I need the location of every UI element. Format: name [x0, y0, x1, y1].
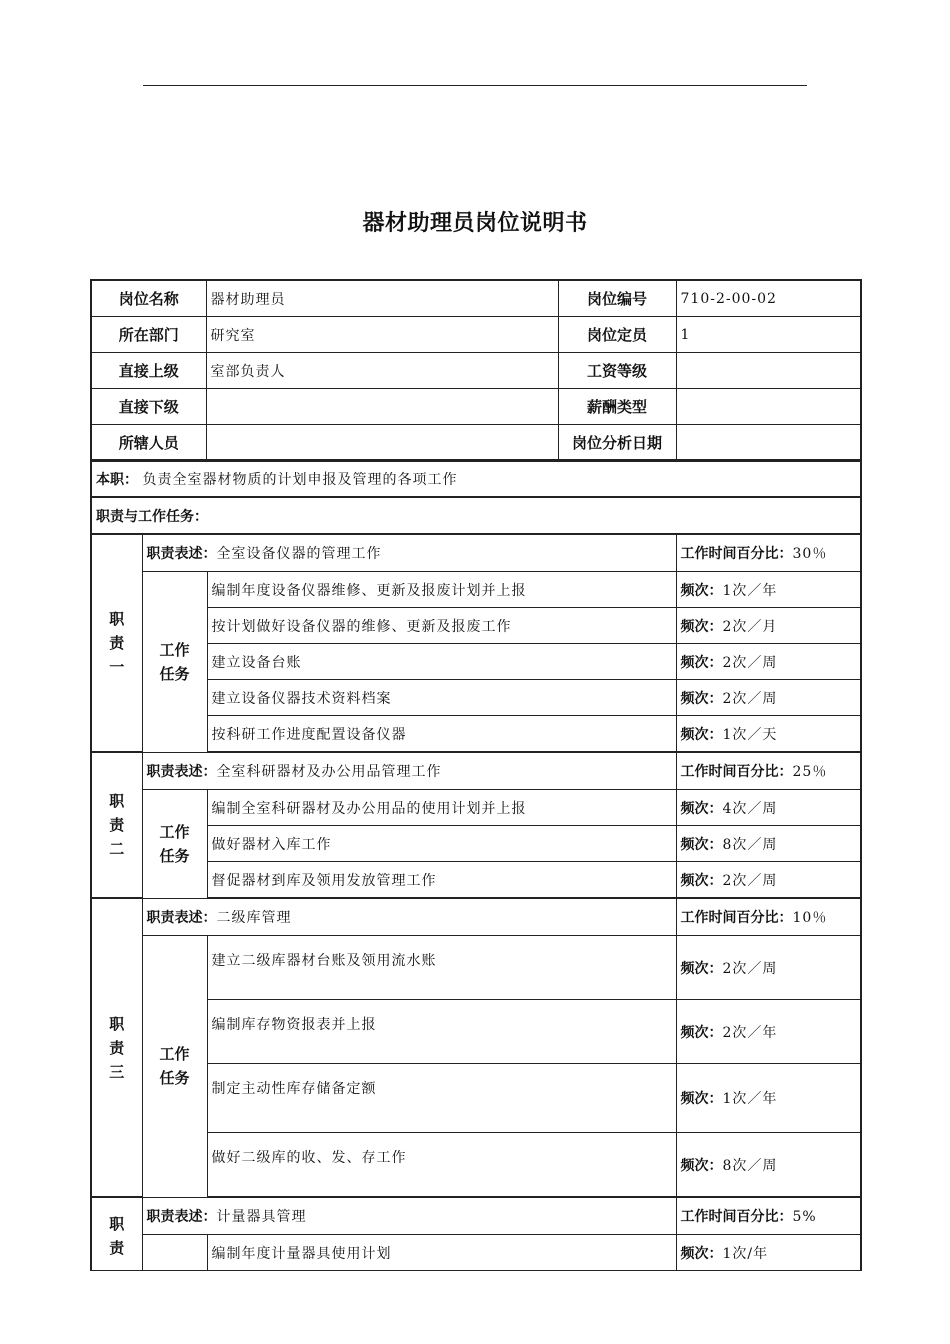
freq-value: 2次／周 [722, 654, 778, 671]
task-frequency [676, 790, 861, 826]
responsibility-label-char: 职 [109, 792, 125, 810]
desc-text: 二级库管理 [216, 910, 292, 926]
task-label: 任务 [159, 846, 190, 865]
freq-label: 频次： [680, 1024, 723, 1041]
time-percentage [676, 1197, 861, 1235]
task-row [91, 1133, 861, 1198]
task-text: 做好器材入库工作 [207, 826, 676, 862]
pct-value: 30％ [792, 546, 828, 562]
info-value [206, 389, 558, 425]
task-text: 建立设备仪器技术资料档案 [207, 680, 676, 716]
work-task-label [142, 572, 207, 753]
info-value: 1 [676, 317, 861, 353]
freq-value: 1次/年 [722, 1245, 769, 1262]
duty-row [91, 461, 861, 497]
responsibility-label [91, 752, 142, 898]
work-label: 工作 [159, 640, 190, 659]
task-frequency [676, 572, 861, 608]
task-frequency [676, 936, 861, 1000]
info-value: 研究室 [206, 317, 558, 353]
freq-label: 频次： [680, 654, 723, 671]
desc-label: 职责表述： [146, 910, 217, 926]
info-label: 岗位编号 [558, 280, 676, 317]
task-row [91, 680, 861, 716]
info-label: 工资等级 [558, 353, 676, 389]
freq-value: 1次／年 [722, 582, 778, 599]
task-row [91, 644, 861, 680]
desc-text: 全室设备仪器的管理工作 [216, 546, 382, 562]
responsibility-label [91, 898, 142, 1197]
task-row [91, 826, 861, 862]
info-label: 所辖人员 [91, 425, 206, 461]
pct-label: 工作时间百分比： [680, 1209, 793, 1225]
responsibility-label-char: 二 [109, 840, 125, 858]
task-frequency [676, 680, 861, 716]
task-row [91, 1000, 861, 1064]
task-row [91, 790, 861, 826]
task-text: 制定主动性库存储备定额 [207, 1064, 676, 1133]
responsibility-label-char: 职 [109, 1014, 125, 1033]
task-text: 按计划做好设备仪器的维修、更新及报废工作 [207, 608, 676, 644]
pct-value: 25％ [792, 764, 828, 780]
responsibility-label-char: 责 [109, 816, 125, 834]
freq-value: 8次／周 [722, 1157, 778, 1174]
task-label: 任务 [159, 664, 190, 683]
freq-label: 频次： [680, 1157, 723, 1174]
task-text: 编制年度计量器具使用计划 [207, 1235, 676, 1271]
responsibility-label-char: 职 [109, 610, 125, 628]
task-frequency [676, 1235, 861, 1271]
task-frequency [676, 1133, 861, 1198]
freq-label: 频次： [680, 1091, 723, 1107]
responsibility-desc-row [91, 752, 861, 790]
task-text: 做好二级库的收、发、存工作 [207, 1133, 676, 1198]
info-value [206, 425, 558, 461]
info-label: 薪酬类型 [558, 389, 676, 425]
work-task-label [142, 936, 207, 1198]
task-label: 任务 [159, 1069, 190, 1088]
responsibility-label-char: 责 [109, 634, 125, 652]
desc-text: 计量器具管理 [216, 1209, 307, 1225]
info-row [91, 353, 861, 389]
freq-label: 频次： [680, 872, 723, 889]
responsibilities-table [90, 460, 862, 1271]
pct-label: 工作时间百分比： [680, 910, 793, 926]
desc-label: 职责表述： [146, 546, 217, 562]
info-value [676, 353, 861, 389]
page-title: 器材助理员岗位说明书 [362, 211, 588, 236]
duty-text: 负责全室器材物质的计划申报及管理的各项工作 [142, 472, 458, 488]
task-text: 编制年度设备仪器维修、更新及报废计划并上报 [207, 572, 676, 608]
responsibility-desc [142, 1197, 676, 1235]
responsibility-label [91, 534, 142, 752]
responsibility-desc [142, 898, 676, 936]
freq-label: 频次： [680, 690, 723, 707]
info-value: 器材助理员 [206, 280, 558, 317]
work-label: 工作 [159, 822, 190, 841]
task-row [91, 1064, 861, 1133]
work-task-label [142, 790, 207, 899]
task-text: 建立二级库器材台账及领用流水账 [207, 936, 676, 1000]
info-row [91, 425, 861, 461]
task-frequency [676, 1000, 861, 1064]
pct-label: 工作时间百分比： [680, 764, 793, 780]
info-value [676, 425, 861, 461]
freq-value: 1次／年 [722, 1091, 778, 1107]
time-percentage [676, 534, 861, 572]
freq-value: 2次／周 [722, 960, 778, 977]
freq-label: 频次： [680, 836, 723, 853]
task-row [91, 936, 861, 1000]
freq-value: 2次／月 [722, 618, 778, 635]
responsibility-desc-row [91, 534, 861, 572]
desc-label: 职责表述： [146, 1209, 217, 1225]
task-frequency [676, 862, 861, 899]
task-frequency [676, 716, 861, 753]
info-row [91, 280, 861, 317]
task-text: 督促器材到库及领用发放管理工作 [207, 862, 676, 899]
work-task-label [142, 1235, 207, 1271]
task-text: 按科研工作进度配置设备仪器 [207, 716, 676, 753]
responsibility-label-char: 责 [109, 1239, 125, 1257]
freq-label: 频次： [680, 800, 723, 817]
task-row [91, 716, 861, 753]
task-frequency [676, 608, 861, 644]
job-info-table [90, 279, 862, 461]
freq-label: 频次： [680, 726, 723, 743]
responsibility-label-char: 职 [109, 1215, 125, 1233]
task-frequency [676, 826, 861, 862]
task-frequency [676, 1064, 861, 1133]
duty-label: 本职： [96, 472, 138, 488]
responsibility-label-char: 三 [109, 1062, 125, 1081]
freq-value: 1次／天 [722, 726, 778, 743]
pct-value: 5% [792, 1209, 817, 1225]
info-label: 所在部门 [91, 317, 206, 353]
responsibility-desc-row [91, 1197, 861, 1235]
info-value [676, 389, 861, 425]
info-value: 室部负责人 [206, 353, 558, 389]
task-text: 编制全室科研器材及办公用品的使用计划并上报 [207, 790, 676, 826]
info-row [91, 389, 861, 425]
work-label: 工作 [159, 1045, 190, 1064]
freq-label: 频次： [680, 1245, 723, 1262]
freq-value: 2次／周 [722, 872, 778, 889]
task-frequency [676, 644, 861, 680]
responsibility-desc [142, 752, 676, 790]
freq-value: 8次／周 [722, 836, 778, 853]
responsibility-label [91, 1197, 142, 1271]
task-row [91, 608, 861, 644]
responsibility-label-char: 一 [109, 658, 125, 676]
info-label: 岗位名称 [91, 280, 206, 317]
info-label: 岗位分析日期 [558, 425, 676, 461]
responsibility-desc [142, 534, 676, 572]
task-text: 建立设备台账 [207, 644, 676, 680]
freq-value: 2次／周 [722, 690, 778, 707]
freq-value: 2次／年 [722, 1024, 778, 1041]
time-percentage [676, 752, 861, 790]
freq-label: 频次： [680, 618, 723, 635]
header-rule [143, 85, 807, 86]
task-row [91, 572, 861, 608]
desc-label: 职责表述： [146, 764, 217, 780]
info-value: 710-2-00-02 [676, 280, 861, 317]
info-label: 岗位定员 [558, 317, 676, 353]
info-label: 直接下级 [91, 389, 206, 425]
info-row [91, 317, 861, 353]
freq-value: 4次／周 [722, 800, 778, 817]
freq-label: 频次： [680, 582, 723, 599]
task-row [91, 862, 861, 899]
task-row [91, 1235, 861, 1271]
info-label: 直接上级 [91, 353, 206, 389]
desc-text: 全室科研器材及办公用品管理工作 [216, 764, 442, 780]
pct-value: 10％ [792, 910, 828, 926]
responsibilities-heading: 职责与工作任务： [91, 497, 861, 534]
time-percentage [676, 898, 861, 936]
pct-label: 工作时间百分比： [680, 546, 793, 562]
responsibility-label-char: 责 [109, 1038, 125, 1057]
task-text: 编制库存物资报表并上报 [207, 1000, 676, 1064]
responsibility-desc-row [91, 898, 861, 936]
freq-label: 频次： [680, 960, 723, 977]
